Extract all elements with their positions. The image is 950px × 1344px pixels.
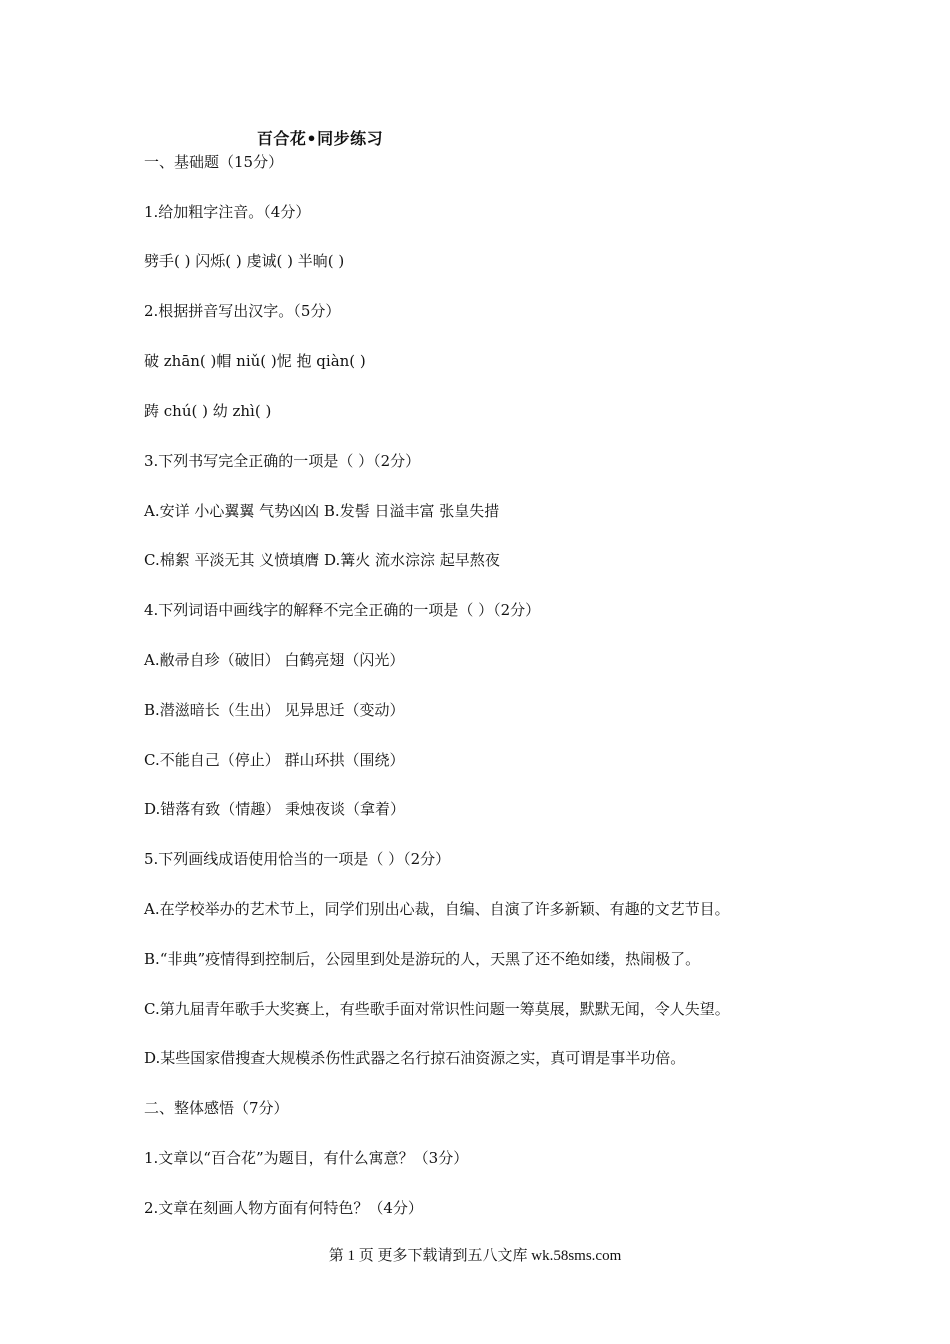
answer-option: C.棉絮 平淡无其 义愤填膺 D.篝火 流水淙淙 起早熬夜 <box>144 551 500 569</box>
section-heading: 一、基础题（15分） <box>144 153 284 171</box>
answer-option: A.在学校举办的艺术节上，同学们别出心裁，自编、自演了许多新颖、有趣的文艺节目。 <box>144 900 730 918</box>
question: 5.下列画线成语使用恰当的一项是（ ）（2分） <box>144 850 451 868</box>
answer-option: A.敝帚自珍（破旧） 白鹤亮翅（闪光） <box>144 651 405 669</box>
question-content: 劈手( ) 闪烁( ) 虔诚( ) 半晌( ) <box>144 252 345 270</box>
answer-option: A.安详 小心翼翼 气势凶凶 B.发髻 日溢丰富 张皇失措 <box>144 502 500 520</box>
answer-option: D.某些国家借搜查大规模杀伤性武器之名行掠石油资源之实，真可谓是事半功倍。 <box>144 1049 686 1067</box>
answer-option: B.潜滋暗长（生出） 见异思迁（变动） <box>144 701 405 719</box>
question: 1.给加粗字注音。（4分） <box>144 203 311 221</box>
question-content: 破 zhān( )帽 niǔ( )怩 抱 qiàn( ) <box>144 352 366 370</box>
page-footer: 第 1 页 更多下载请到五八文库 wk.58sms.com <box>328 1248 622 1264</box>
answer-option: C.第九届青年歌手大奖赛上，有些歌手面对常识性问题一筹莫展，默默无闻，令人失望。 <box>144 1000 730 1018</box>
section-heading: 二、整体感悟（7分） <box>144 1099 289 1117</box>
answer-option: C.不能自己（停止） 群山环拱（围绕） <box>144 751 405 769</box>
question: 2.根据拼音写出汉字。（5分） <box>144 302 341 320</box>
question: 3.下列书写完全正确的一项是（ ）（2分） <box>144 452 421 470</box>
question-content: 踌 chú( ) 幼 zhì( ) <box>144 402 272 420</box>
question: 1.文章以“百合花”为题目，有什么寓意？（3分） <box>144 1149 469 1167</box>
answer-option: D.错落有致（情趣） 秉烛夜谈（拿着） <box>144 800 406 818</box>
document-title: 百合花•同步练习 <box>256 129 384 148</box>
question: 2.文章在刻画人物方面有何特色？（4分） <box>144 1199 423 1217</box>
answer-option: B.“非典”疫情得到控制后，公园里到处是游玩的人，天黑了还不绝如缕，热闹极了。 <box>144 950 701 968</box>
question: 4.下列词语中画线字的解释不完全正确的一项是（ ）（2分） <box>144 601 541 619</box>
